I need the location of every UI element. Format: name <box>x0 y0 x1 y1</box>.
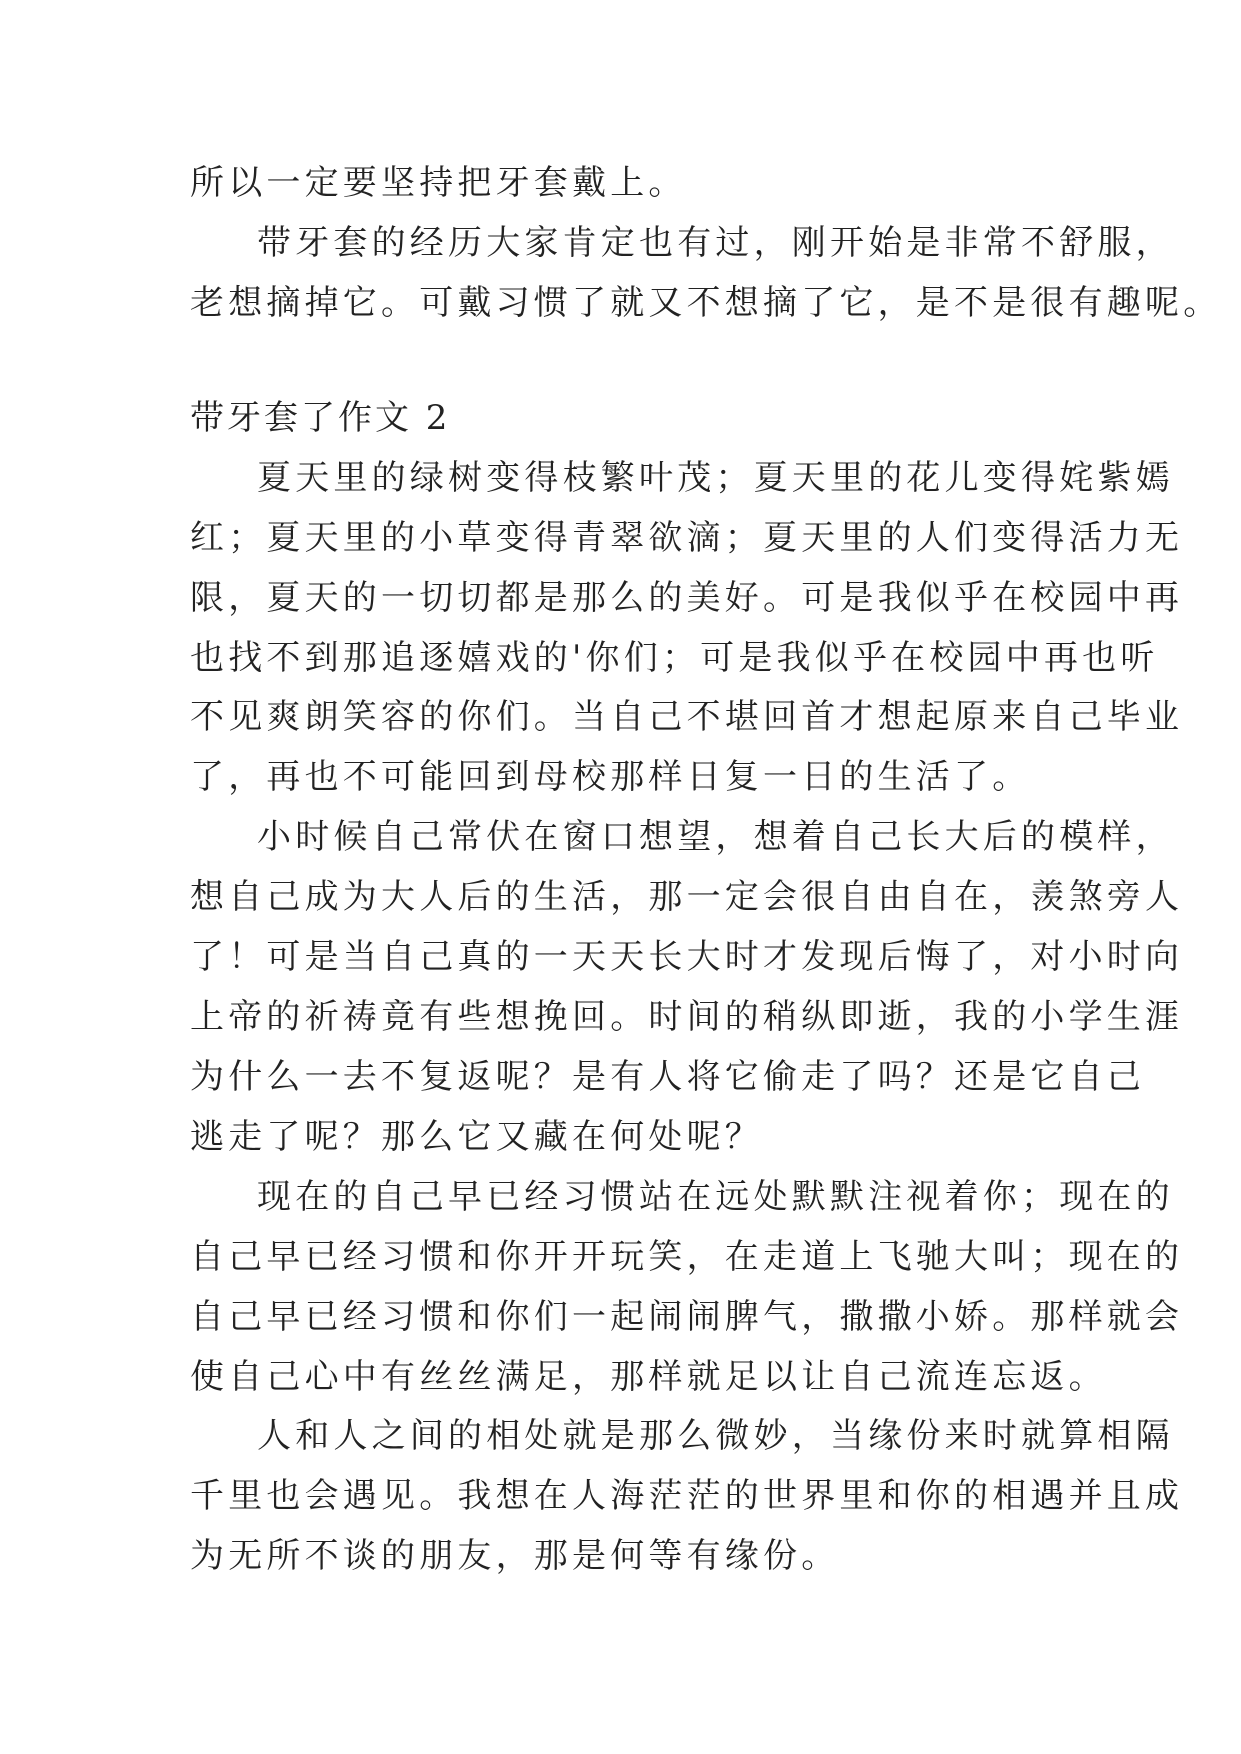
section-title: 带牙套了作文 2 <box>190 398 451 438</box>
text-line: 老想摘掉它。可戴习惯了就又不想摘了它，是不是很有趣呢。 <box>190 283 1222 323</box>
text-line: 小时候自己常伏在窗口想望，想着自己长大后的模样， <box>257 817 1174 857</box>
text-line: 现在的自己早已经习惯站在远处默默注视着你；现在的 <box>257 1177 1174 1217</box>
text-line: 夏天里的绿树变得枝繁叶茂；夏天里的花儿变得姹紫嫣 <box>257 458 1174 498</box>
text-line: 上帝的祈祷竟有些想挽回。时间的稍纵即逝，我的小学生涯 <box>190 997 1184 1037</box>
text-line: 千里也会遇见。我想在人海茫茫的世界里和你的相遇并且成 <box>190 1476 1184 1516</box>
text-line: 逃走了呢？那么它又藏在何处呢？ <box>190 1117 763 1157</box>
text-line: 限，夏天的一切切都是那么的美好。可是我似乎在校园中再 <box>190 578 1184 618</box>
text-line: 了，再也不可能回到母校那样日复一日的生活了。 <box>190 757 1031 797</box>
text-line: 自己早已经习惯和你开开玩笑，在走道上飞驰大叫；现在的 <box>190 1237 1184 1277</box>
text-line: 使自己心中有丝丝满足，那样就足以让自己流连忘返。 <box>190 1357 1107 1397</box>
text-line: 也找不到那追逐嬉戏的'你们；可是我似乎在校园中再也听 <box>190 638 1159 678</box>
text-line: 自己早已经习惯和你们一起闹闹脾气，撒撒小娇。那样就会 <box>190 1297 1184 1337</box>
text-line: 为什么一去不复返呢？是有人将它偷走了吗？还是它自己 <box>190 1057 1145 1097</box>
text-line: 想自己成为大人后的生活，那一定会很自由自在，羡煞旁人 <box>190 877 1184 917</box>
text-line: 红；夏天里的小草变得青翠欲滴；夏天里的人们变得活力无 <box>190 518 1184 558</box>
text-line: 不见爽朗笑容的你们。当自己不堪回首才想起原来自己毕业 <box>190 697 1184 737</box>
text-line: 为无所不谈的朋友，那是何等有缘份。 <box>190 1536 840 1576</box>
text-line: 人和人之间的相处就是那么微妙，当缘份来时就算相隔 <box>257 1416 1174 1456</box>
text-line: 带牙套的经历大家肯定也有过，刚开始是非常不舒服， <box>257 223 1174 263</box>
text-line: 了！可是当自己真的一天天长大时才发现后悔了，对小时向 <box>190 937 1184 977</box>
text-line: 所以一定要坚持把牙套戴上。 <box>190 163 687 203</box>
